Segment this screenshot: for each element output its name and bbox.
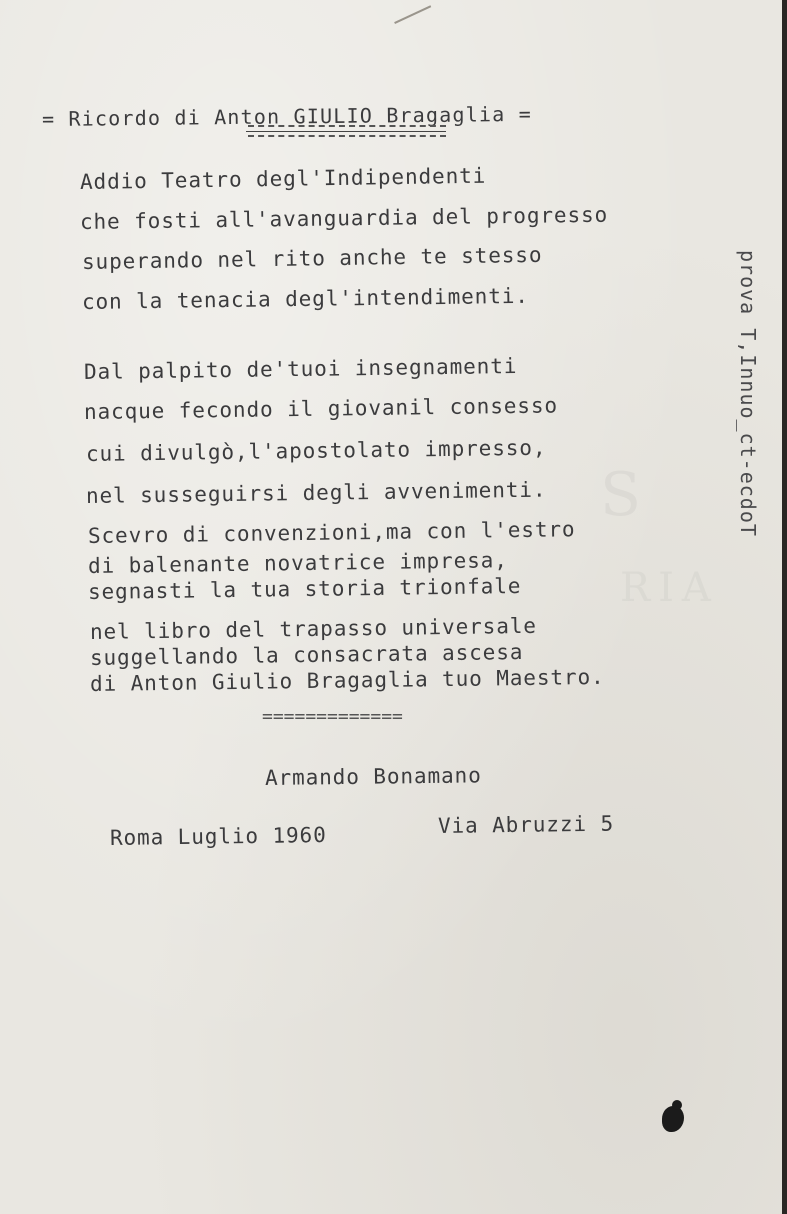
stanza1-line: con la tenacia degl'intendimenti. — [81, 283, 530, 314]
ink-blot — [672, 1100, 682, 1110]
place-date: Roma Luglio 1960 — [109, 822, 327, 850]
address: Via Abruzzi 5 — [437, 811, 615, 838]
author-name: Armando Bonamano — [264, 763, 482, 790]
stanza4-line: di Anton Giulio Bragaglia tuo Maestro. — [89, 664, 605, 696]
stanza3-line: di balenante novatrice impresa, — [87, 548, 508, 578]
scan-edge — [782, 0, 787, 1214]
separator: ============= — [262, 706, 403, 727]
stanza4-line: nel libro del trapasso universale — [89, 613, 538, 644]
bleed-through-mark: S — [600, 460, 648, 530]
stanza2-line: Dal palpito de'tuoi insegnamenti — [83, 353, 518, 384]
ink-blot — [662, 1106, 684, 1132]
bleed-through-mark: RIA — [620, 565, 719, 611]
stanza2-line: cui divulgò,l'apostolato impresso, — [85, 435, 547, 466]
stanza4-line: suggellando la consacrata ascesa — [89, 639, 524, 670]
stanza2-line: nel susseguirsi degli avvenimenti. — [85, 477, 547, 508]
stanza2-line: nacque fecondo il giovanil consesso — [83, 393, 559, 424]
stanza1-line: Addio Teatro degl'Indipendenti — [79, 163, 487, 194]
stanza3-line: segnasti la tua storia trionfale — [87, 573, 522, 604]
margin-side-text: prova T,Innuo_ct-ecdoT — [736, 250, 760, 537]
stanza1-line: superando nel rito anche te stesso — [81, 242, 543, 274]
paper-tear — [385, 0, 431, 24]
stanza3-line: Scevro di convenzioni,ma con l'estro — [87, 517, 576, 548]
poem-title: = Ricordo di Anton GIULIO Bragaglia = — [41, 101, 533, 131]
stanza1-line: che fosti all'avanguardia del progresso — [79, 202, 609, 234]
title-double-underline — [248, 125, 446, 137]
